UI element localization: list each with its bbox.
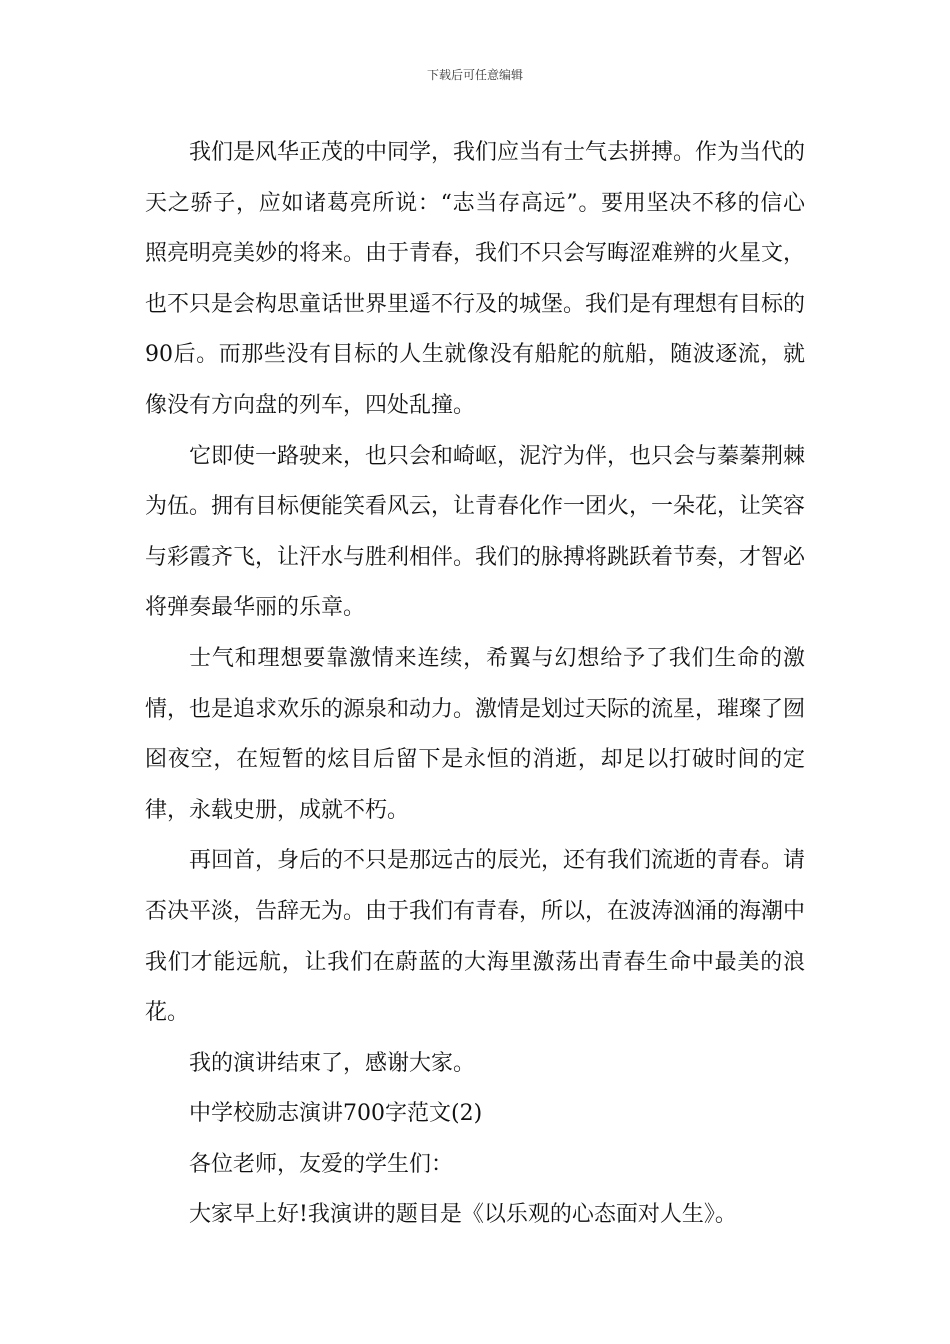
paragraph-closing: 我的演讲结束了，感谢大家。	[189, 1050, 476, 1076]
section-title: 中学校励志演讲700字范文(2)	[189, 1101, 483, 1127]
paragraph-2: 它即使一路驶来，也只会和崎岖，泥泞为伴，也只会与蓁蓁荆棘为伍。拥有目标便能笑看风云，让青春化作一团火，一朵花，让笑容与彩霞齐飞，让汗水与胜利相伴。我们的脉搏将跳跃着节奏，才智必将弹奏最华丽的乐章。	[145, 443, 806, 621]
paragraph-greeting: 大家早上好!我演讲的题目是《以乐观的心态面对人生》。	[189, 1202, 737, 1228]
page-header-note: 下载后可任意编辑	[426, 68, 523, 82]
paragraph-4: 再回首，身后的不只是那远古的辰光，还有我们流逝的青春。请否决平淡，告辞无为。由于我们有青春，所以，在波涛汹涌的海潮中我们才能远航，让我们在蔚蓝的大海里激荡出青春生命中最美的浪花。	[145, 848, 806, 1026]
paragraph-1: 我们是风华正茂的中同学，我们应当有士气去拼搏。作为当代的天之骄子，应如诸葛亮所说：“志当存高远”。要用坚决不移的信心照亮明亮美妙的将来。由于青春，我们不只会写晦涩难辨的火星文，也不只是会构思童话世界里遥不行及的城堡。我们是有理想有目标的90后。而那些没有目标的人生就像没有船舵的航船，随波逐流，就像没有方向盘的列车，四处乱撞。	[145, 140, 806, 418]
salutation: 各位老师，友爱的学生们：	[189, 1151, 454, 1177]
paragraph-3: 士气和理想要靠激情来连续，希翼与幻想给予了我们生命的激情，也是追求欢乐的源泉和动力。激情是划过天际的流星，璀璨了囫囵夜空，在短暂的炫目后留下是永恒的消逝，却足以打破时间的定律，永载史册，成就不朽。	[145, 645, 806, 823]
document-body	[145, 128, 805, 1241]
